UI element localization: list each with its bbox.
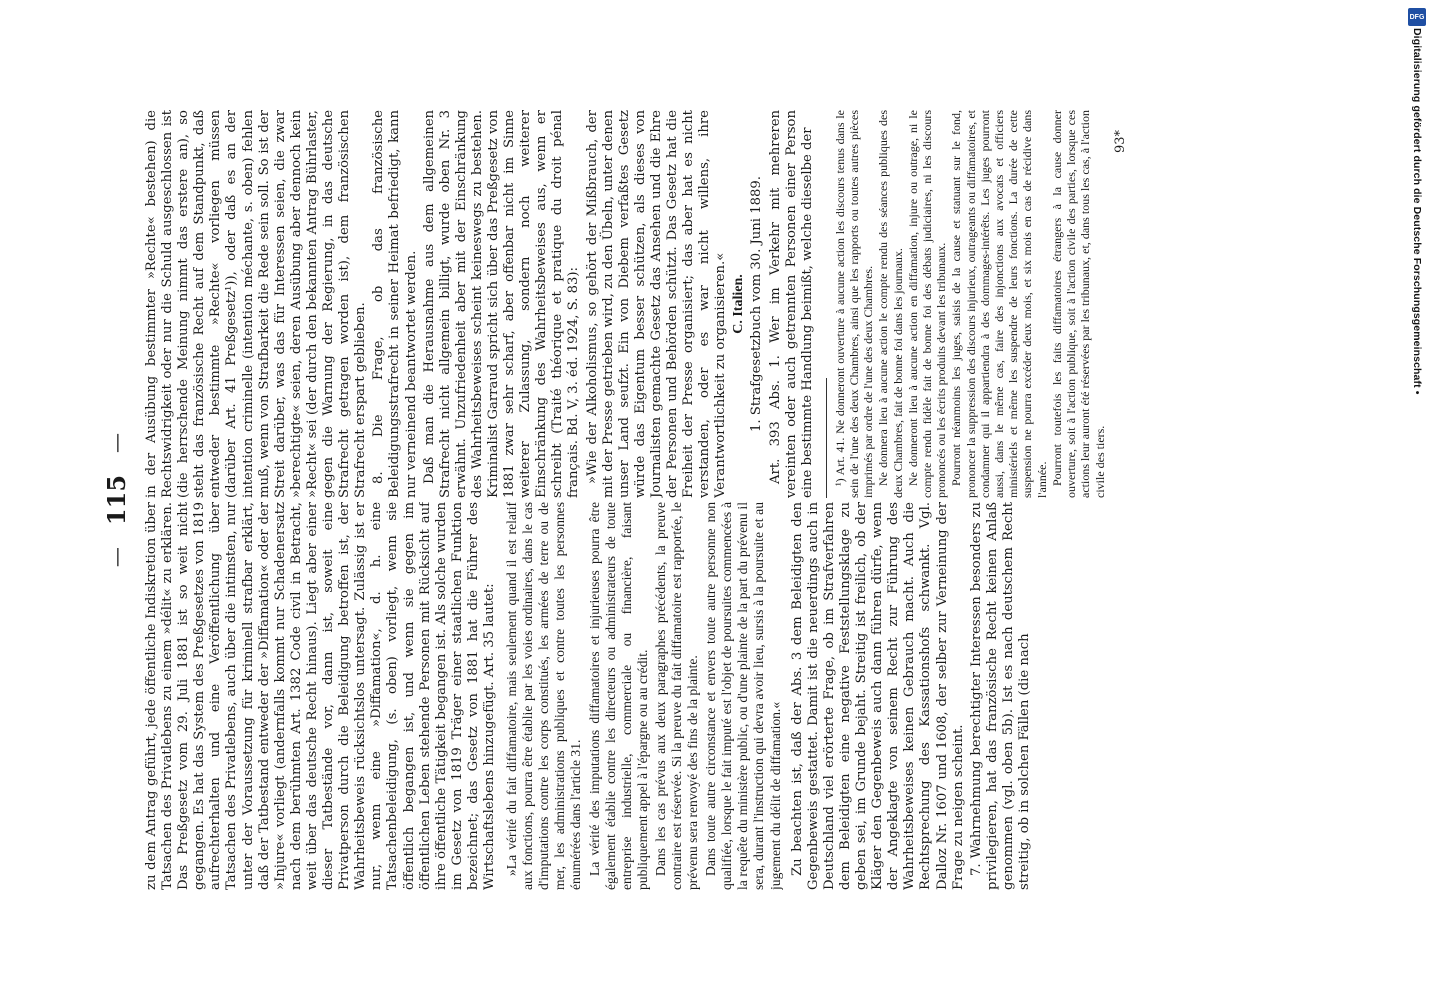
page-header bbox=[96, 90, 136, 910]
dfg-logo: DFG bbox=[1408, 8, 1426, 26]
quote-paragraph: Dans les cas prévus aux deux paragraphes précédents, la preuve contraire est réservée. Si la preuve du fait diffamatoire est rapportée, le prévenu sera renvoyé des fins de la plainte. bbox=[652, 502, 701, 890]
credit-text: Digitalisierung gefördert durch die Deutsche Forschungsgemeinschaft • bbox=[1411, 28, 1423, 395]
paragraph: Zu beachten ist, daß der Abs. 3 dem Beleidigten den Gegenbeweis gestattet. Damit ist die neuerdings auch in Deutschland viel erörterte Frage, ob im Strafverfahren dem Beleidigten eine negative Feststellungsklage zu geben sei, im Grunde bejaht. Streitig ist freilich, ob der Kläger den Gegenbeweis auch dann führen dürfe, wenn der Angeklagte von seinem Recht zur Führung des Wahrheitsbeweises keinen Gebrauch macht. Auch die Rechtsprechung des Kassationshofs schwankt. Vgl. Dalloz Nr. 1607 und 1608, der selber zur Verneinung der Frage zu neigen scheint. bbox=[789, 502, 966, 890]
footnote-paragraph: Ne donnera lieu à aucune action le compte rendu des séances publiques des deux Chambres, fait de bonne foi dans les journaux. bbox=[876, 110, 905, 498]
paragraph: 8. Die Frage, ob das französische Beleidigungsstrafrecht in seiner Heimat befriedigt, kann nur verneinend beantwortet werden. bbox=[371, 110, 419, 498]
paragraph: 7. Wahrnehmung berechtigter Interessen besonders zu privilegieren, hat das französische Recht keinen Anlaß genommen (vgl. oben 5b). Ist es nach deutschem Recht streitig, ob in solchen Fällen (die nach bbox=[968, 502, 1032, 890]
footnote-paragraph: ¹) Art. 41. Ne donneront ouverture à aucune action les discours tenus dans le sein de l'une des deux Chambres, ainsi que les rapports ou toutes autres pièces imprimés par ordre de l'une des deux Chambres. bbox=[832, 110, 876, 498]
book-page bbox=[88, 90, 1348, 910]
quote-paragraph: »Wie der Alkoholismus, so gehört der Mißbrauch, der mit der Presse getrieben wird, zu den Übeln, unter denen unser Land seufzt. Ein von Diebem verfaßtes Gesetz würde das Eigentum besser schützen, als dieses von Journalisten gemachte Gesetz das Ansehen und die Ehre der Personen und Behörden schützt. Das Gesetz hat die Freiheit der Presse organisiert; das aber hat es nicht verstanden, oder es war nicht willens, ihre Verantwortlichkeit zu organisieren.« bbox=[584, 110, 729, 498]
right-column bbox=[144, 110, 1324, 498]
header-dash-right: — bbox=[104, 432, 128, 453]
digitization-credit bbox=[1402, 8, 1432, 992]
law-heading: 1. Strafgesetzbuch vom 30. Juni 1889. bbox=[749, 176, 765, 432]
quote-paragraph: »La vérité du fait diffamatoire, mais seulement quand il est relatif aux fonctions, pourra être établie par les voies ordinaires, dans le cas d'imputations contre les corps constitués, les armées de terre ou de mer, les administrations publiques et contre toutes les personnes énumérées dans l'article 31. bbox=[504, 502, 584, 890]
header-dash-left: — bbox=[104, 547, 128, 568]
paragraph: Art. 393 Abs. 1. Wer im Verkehr mit mehreren vereinten oder auch getrennten Personen einer Person eine bestimmte Handlung beimißt, welche dieselbe der bbox=[767, 110, 815, 498]
section-heading: C. Italien. bbox=[731, 274, 747, 334]
paragraph: in der Ausübung bestimmter »Rechte« bestehen) die Rechtswidrigkeit oder nur die Schuld ausgeschlossen ist (die herrschende Meinung nimmt das erstere an), so steht das französische Recht auf dem Standpunkt, daß entweder bestimmte »Rechte« vorliegen müssen (darüber Art. 41 Preßgesetz¹)), oder daß es an der intention criminelle (intention méchante, s. oben) fehlen muß, wenn von Strafbarkeit die Rede sein soll. So ist der Streit darüber, was das für Interessen seien, die zwar »berechtigte« seien, deren Ausübung aber dennoch kein »Recht« sei (der durch den bekannten Antrag Bührlaster, gegen die Warnung der Regierung, in das deutsche Strafrecht getragen worden ist), dem französischen Strafrecht erspart geblieben. bbox=[144, 110, 369, 498]
page-number: 115 bbox=[101, 474, 131, 526]
paragraph: Daß man die Herausnahme aus dem allgemeinen Strafrecht nicht allgemein billigt, wurde oben Nr. 3 erwähnt. Unzufriedenheit aber mit der Einschränkung des Wahrheitsbeweises scheint keineswegs zu bestehen. Kriminalist Garraud spricht sich über das Preßgesetz von 1881 zwar sehr scharf, aber offenbar nicht im Sinne weiterer Zulassung, sondern noch weiterer Einschränkung des Wahrheitsbeweises aus, wenn er schreibt (Traité théorique et pratique du droit pénal français. Bd. V, 3. éd. 1924, S. 83): bbox=[421, 110, 582, 498]
footnote-paragraph: Pourront toutefois les faits diffamatoires étrangers à la cause donner ouverture, soit à l'action publique, soit à l'action civile des parties, lorsque ces actions leur auront été réservées par les tribunaux, et, dans tous les cas, à l'action civile des tiers. bbox=[1049, 110, 1107, 498]
quote-paragraph: Dans toute autre circonstance et envers toute autre personne non qualifiée, lorsque le fait imputé est l'objet de poursuites commencées à la requête du ministère public, ou d'une plainte de la part du prévenu il sera, durant l'instruction qui devra avoir lieu, sursis à la poursuite et au jugement du délit de diffamation.« bbox=[703, 502, 783, 890]
page-signature: 93* bbox=[1112, 130, 1128, 154]
quote-paragraph: La vérité des imputations diffamatoires et injurieuses pourra être également établie contre les directeurs ou administrateurs de toute entreprise industrielle, commerciale ou financière, faisant publiquement appel à l'épargne ou au crédit. bbox=[586, 502, 650, 890]
paragraph: zu dem Antrag geführt, jede öffentliche Indiskretion über Tatsachen des Privatlebens zu einem »délit« zu erklären. Das Preßgesetz vom 29. Juli 1881 ist so weit nicht gegangen. Es hat das System des Preßgesetzes von 1819 aufrechterhalten und eine Veröffentlichung über Tatsachen des Privatlebens, auch über die intimsten, nur unter der Voraussetzung für kriminell strafbar erklärt, daß der Tatbestand entweder der »Diffamation« oder der »Injure« vorliegt (andernfalls kommt nur Schadenersatz nach dem berühmten Art. 1382 Code civil in Betracht, weit über das deutsche Recht hinaus). Liegt aber einer dieser Tatbestände vor, dann ist, soweit eine Privatperson durch die Beleidigung betroffen ist, der Wahrheitsbeweis rücksichtslos untersagt. Zulässig ist er nur, wenn eine »Diffamation«, d. h. eine Tatsachenbeleidigung, (s. oben) vorliegt, wenn sie öffentlich begangen ist, und wenn sie gegen im öffentlichen Leben stehende Personen mit Rücksicht auf ihre öffentliche Tätigkeit begangen ist. Als solche wurden im Gesetz von 1819 Träger einer staatlichen Funktion bezeichnet; das Gesetz von 1881 hat die Führer des Wirtschaftslebens hinzugefügt. Art. 35 lautet: bbox=[144, 502, 497, 890]
left-column bbox=[144, 502, 1324, 890]
french-quote-art35 bbox=[504, 502, 784, 890]
footnote-paragraph: Pourront néanmoins les juges, saisis de la cause et statuant sur le fond, prononcer la suppression des discours injurieux, outrageants ou diffamatoires, et condamner qui il appartiendra à des dommages-intérêts. Les juges pourront aussi, dans le même cas, faire des injonctions aux avocats et officiers ministériels et même les suspendre de leurs fonctions. La durée de cette suspension ne pourra excéder deux mois, et six mois en cas de récidive dans l'année. bbox=[949, 110, 1049, 498]
footnote-divider bbox=[826, 378, 827, 498]
footnote bbox=[833, 110, 1107, 498]
footnote-paragraph: Ne donneront lieu à aucune action en diffamation, injure ou outrage, ni le compte rendu fidèle fait de bonne foi des débats judiciaires, ni les discours prononcés ou les écrits produits devant les tribunaux. bbox=[905, 110, 949, 498]
